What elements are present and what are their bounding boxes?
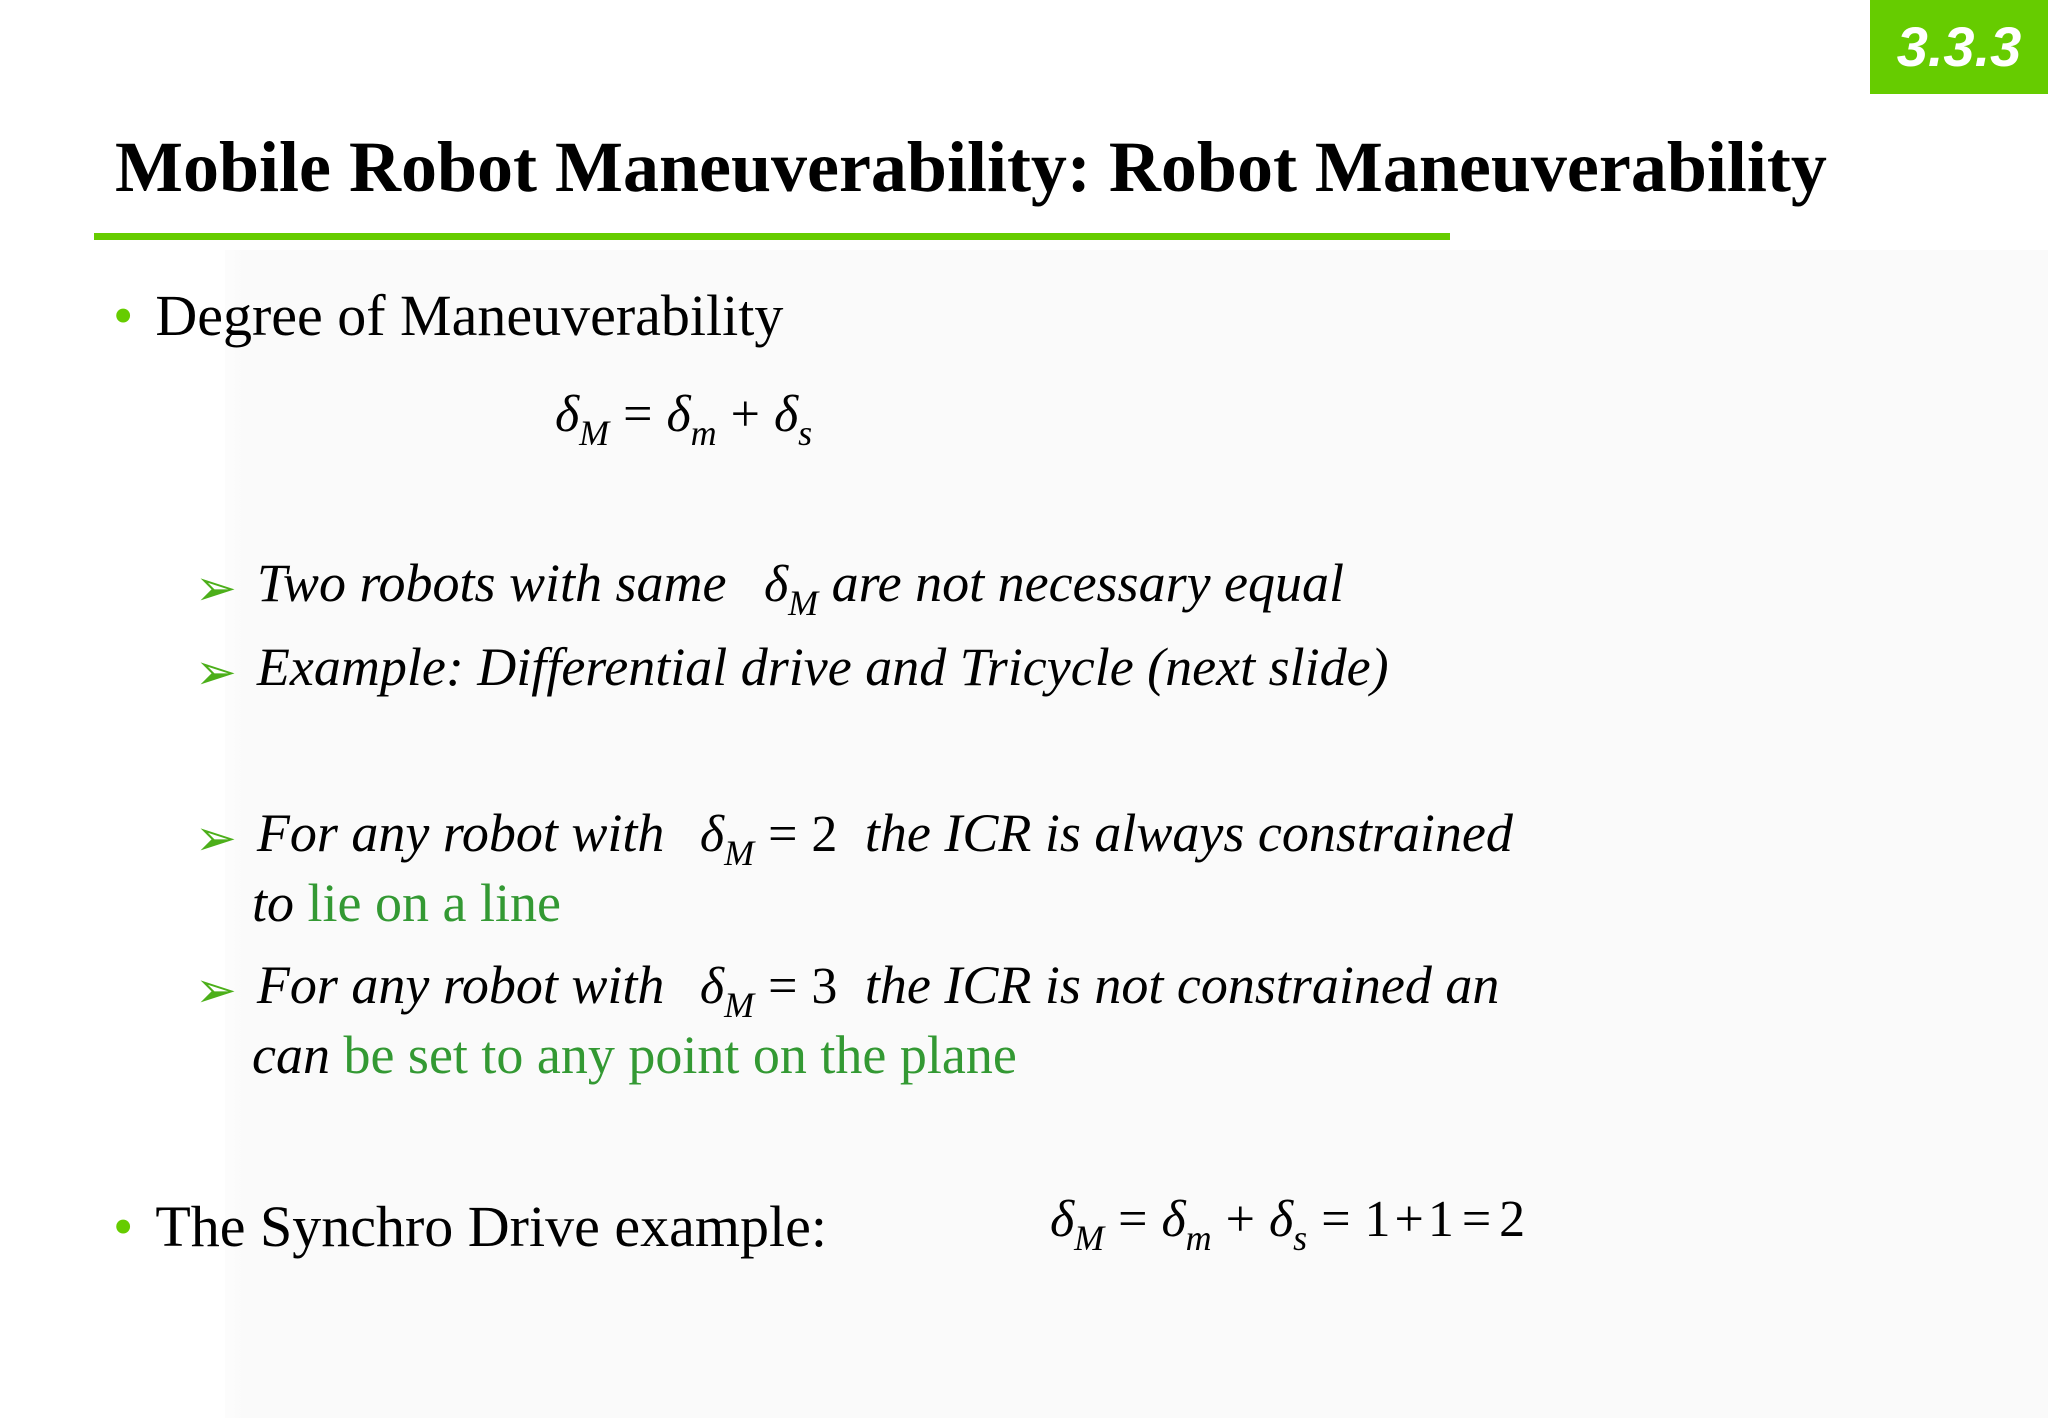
eq-operator: +: [730, 386, 760, 443]
inline-delta-m-equals-2: [699, 806, 838, 873]
eq-subscript: M: [788, 583, 819, 623]
subpoint-two-robots: [195, 552, 1344, 624]
eq-symbol: δ: [1269, 1191, 1294, 1248]
eq-operator: =: [1461, 1191, 1492, 1248]
equation-degree-of-maneuverability: [555, 385, 812, 454]
subpoint-text: are not necessary equal: [831, 553, 1345, 613]
bullet-degree-of-maneuverability: [113, 282, 783, 349]
eq-subscript: s: [1293, 1218, 1308, 1258]
inline-delta-m-equals-3: [699, 958, 838, 1025]
eq-subscript: s: [798, 413, 813, 453]
eq-operator: =: [1321, 1191, 1351, 1248]
bullet-synchro-drive: [113, 1193, 827, 1260]
eq-subscript: M: [724, 985, 755, 1025]
arrow-bullet-icon: ➢: [195, 810, 237, 866]
arrow-bullet-icon: ➢: [195, 560, 237, 616]
equation-synchro-drive: [1050, 1190, 1525, 1259]
highlight-text: lie on a line: [307, 873, 561, 933]
highlight-text: be set to any point on the plane: [343, 1025, 1017, 1085]
eq-symbol: δ: [1161, 1191, 1186, 1248]
eq-operator: =: [768, 958, 798, 1015]
subpoint-dm-3-line2: [252, 1024, 1017, 1086]
eq-number: 2: [811, 806, 838, 863]
subpoint-dm-2-line2: [252, 872, 561, 934]
eq-subscript: m: [1185, 1218, 1212, 1258]
arrow-bullet-icon: ➢: [195, 962, 237, 1018]
title-underline: [94, 233, 1450, 240]
eq-symbol: δ: [555, 386, 580, 443]
eq-operator: =: [623, 386, 653, 443]
arrow-bullet-icon: ➢: [195, 644, 237, 700]
slide-title: Mobile Robot Maneuverability: Robot Maneuverability: [115, 127, 1827, 207]
eq-symbol: δ: [774, 386, 799, 443]
inline-delta-m: [763, 556, 819, 623]
eq-number: 1: [1427, 1191, 1454, 1248]
eq-subscript: M: [724, 833, 755, 873]
bullet-text: The Synchro Drive example:: [155, 1194, 827, 1259]
section-number-badge: 3.3.3: [1870, 0, 2048, 94]
eq-operator: =: [768, 806, 798, 863]
eq-number: 2: [1499, 1191, 1526, 1248]
slide-header-band: [0, 0, 2048, 250]
eq-symbol: δ: [699, 958, 725, 1015]
subpoint-text: Two robots with same: [256, 553, 727, 613]
subpoint-text: For any robot with: [256, 803, 665, 863]
subpoint-text: to: [252, 873, 295, 933]
bullet-dot-icon: •: [113, 1194, 134, 1259]
eq-operator: +: [1394, 1191, 1424, 1248]
eq-number: 3: [811, 958, 838, 1015]
bullet-text: Degree of Maneuverability: [155, 283, 784, 348]
subpoint-text: can: [252, 1025, 330, 1085]
eq-symbol: δ: [699, 806, 725, 863]
subpoint-dm-2: [195, 802, 1513, 874]
eq-symbol: δ: [1050, 1191, 1075, 1248]
subpoint-example: [195, 636, 1389, 698]
subpoint-text: the ICR is not constrained an: [864, 955, 1500, 1015]
eq-subscript: M: [579, 413, 610, 453]
eq-subscript: m: [690, 413, 717, 453]
eq-number: 1: [1364, 1191, 1391, 1248]
subpoint-text: For any robot with: [256, 955, 665, 1015]
eq-subscript: M: [1074, 1218, 1105, 1258]
subpoint-text: the ICR is always constrained: [864, 803, 1513, 863]
bullet-dot-icon: •: [113, 283, 134, 348]
eq-operator: +: [1225, 1191, 1255, 1248]
eq-symbol: δ: [666, 386, 691, 443]
subpoint-dm-3: [195, 954, 1499, 1026]
eq-symbol: δ: [763, 556, 789, 613]
eq-operator: =: [1118, 1191, 1148, 1248]
subpoint-text: Example: Differential drive and Tricycle (next slide): [256, 637, 1389, 697]
